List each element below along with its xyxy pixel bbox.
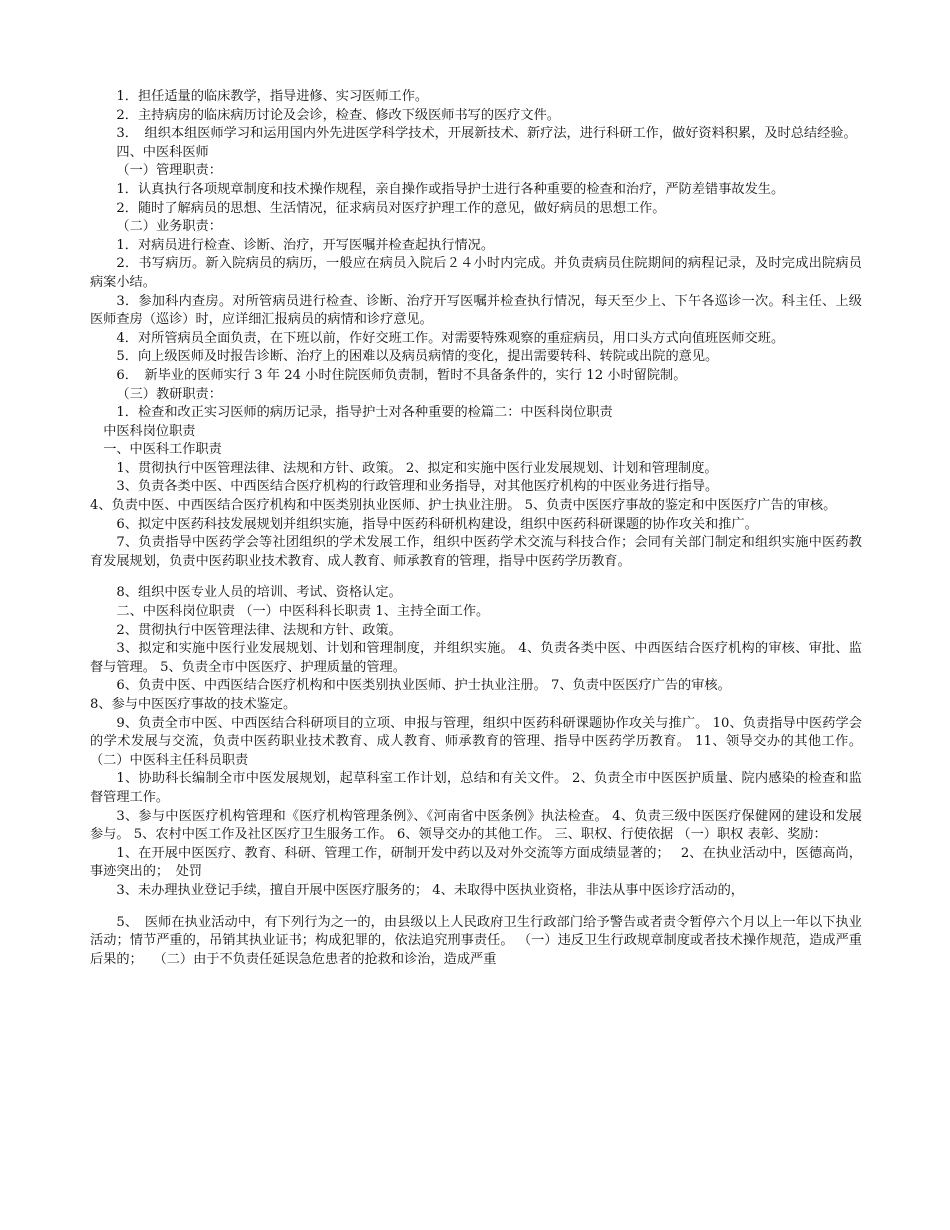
paragraph: 8、参与中医医疗事故的技术鉴定。 [90, 697, 297, 712]
paragraph: 2．书写病历。新入院病员的病历，一般应在病员入院后２４小时内完成。并负责病员住院期间的病程记录，及时完成出院病员病案小结。 [90, 256, 862, 290]
paragraph: 3．参加科内查房。对所管病员进行检查、诊断、治疗开写医嘱并检查执行情况，每天至少上、下午各巡诊一次。科主任、上级医师查房（巡诊）时，应详细汇报病员的病情和诊疗意见。 [90, 293, 862, 328]
section-heading: 四、中医科医师 [116, 144, 209, 160]
paragraph: 1．认真执行各项规章制度和技术操作规程，亲自操作或指导护士进行各种重要的检查和治疗，严防差错事故发生。 [116, 181, 785, 197]
subsection-heading: （一）管理职责： [116, 163, 222, 179]
subsection-heading: （三）教研职责： [116, 386, 222, 402]
paragraph: 1、在开展中医医疗、教育、科研、管理工作，研制开发中药以及对外交流等方面成绩显著的； 2、在执业活动中，医德高尚，事迹突出的； 处罚 [90, 845, 862, 880]
paragraph: 2．随时了解病员的思想、生活情况，征求病员对医疗护理工作的意见，做好病员的思想工作。 [116, 200, 666, 216]
paragraph: 2、贯彻执行中医管理法律、法规和方针、政策。 [116, 622, 402, 638]
paragraph: 1．对病员进行检查、诊断、治疗，开写医嘱并检查起执行情况。 [116, 237, 495, 253]
paragraph: 3． 组织本组医师学习和运用国内外先进医学科学技术，开展新技术、新疗法，进行科研工作，做好资料积累，及时总结经验。 [116, 126, 857, 142]
paragraph: 1、协助科长编制全市中医发展规划，起草科室工作计划，总结和有关文件。 2、负责全市中医医护质量、院内感染的检查和监督管理工作。 [90, 771, 862, 805]
paragraph: 1、贯彻执行中医管理法律、法规和方针、政策。 2、拟定和实施中医行业发展规划、计划和管理制度。 [116, 460, 718, 476]
paragraph: 4、负责中医、中西医结合医疗机构和中医类别执业医师、护士执业注册。 5、负责中医医疗事故的鉴定和中医医疗广告的审核。 [90, 498, 837, 514]
paragraph: 3、未办理执业登记手续，擅自开展中医医疗服务的； 4、未取得中医执业资格，非法从事中医诊疗活动的， [116, 882, 744, 898]
paragraph: 5．向上级医师及时报告诊断、治疗上的困难以及病员病情的变化，提出需要转科、转院或出院的意见。 [116, 349, 719, 365]
paragraph: 6、负责中医、中西医结合医疗机构和中医类别执业医师、护士执业注册。 7、负责中医医疗广告的审核。 [116, 678, 731, 694]
paragraph: 4．对所管病员全面负责，在下班以前，作好交班工作。对需要特殊观察的重症病员，用口头方式向值班医师交班。 [116, 330, 785, 346]
paragraph: 1．担任适量的临床教学，指导进修、实习医师工作。 [116, 89, 429, 104]
paragraph: 6、拟定中医药科技发展规划并组织实施，指导中医药科研机构建设，组织中医药科研课题的协作攻关和推广。 [116, 516, 758, 532]
section-heading: 一、中医科工作职责 [103, 442, 222, 458]
paragraph: 3、拟定和实施中医行业发展规划、计划和管理制度，并组织实施。 4、负责各类中医、中西医结合医疗机构的审核、审批、监督与管理。 5、负责全市中医医疗、护理质量的管理。 [90, 641, 862, 675]
paragraph: 7、负责指导中医药学会等社团组织的学术发展工作，组织中医药学术交流与科技合作；会同有关部门制定和组织实施中医药教育发展规划，负责中医药职业技术教育、成人教育、师承教育的管理，指导中医药学历教育。 [90, 535, 862, 569]
paragraph: 3、参与中医医疗机构管理和《医疗机构管理条例》、《河南省中医条例》执法检查。 4、负责三级中医医疗保健网的建设和发展参与。 5、农村中医工作及社区医疗卫生服务工作。 6、领导交办的其他工作。 三、职权、行使依据 （一）职权 表彰、奖励： [90, 808, 862, 843]
section-title: 中医科岗位职责 [103, 423, 196, 439]
paragraph: 1．检查和改正实习医师的病历记录，指导护士对各种重要的检篇二：中医科岗位职责 [116, 405, 613, 421]
paragraph: 二、中医科岗位职责 （一）中医科科长职责 1、主持全面工作。 [116, 604, 490, 620]
subsection-heading: （二）业务职责： [116, 219, 222, 235]
paragraph: 8、组织中医专业人员的培训、考试、资格认定。 [116, 585, 402, 601]
document-body [90, 88, 862, 969]
paragraph: 5、 医师在执业活动中，有下列行为之一的，由县级以上人民政府卫生行政部门给予警告或者责令暂停六个月以上一年以下执业活动；情节严重的，吊销其执业证书；构成犯罪的，依法追究刑事责任。 （一）违反卫生行政规章制度或者技术操作规范，造成严重后果的； （二）由于不负责任延误急危患者的抢救和诊治，造成严重 [90, 914, 862, 967]
paragraph: 3、负责各类中医、中西医结合医疗机构的行政管理和业务指导，对其他医疗机构的中医业务进行指导。 [116, 479, 719, 495]
paragraph: 9、负责全市中医、中西医结合科研项目的立项、申报与管理，组织中医药科研课题协作攻关与推广。 10、负责指导中医药学会的学术发展与交流，负责中医药职业技术教育、成人教育、师承教育的管理、指导中医药学历教育。 11、领导交办的其他工作。 （二）中医科主任科员职责 [90, 715, 862, 768]
paragraph: 2．主持病房的临床病历讨论及会诊，检查、修改下级医师书写的医疗文件。 [116, 107, 560, 123]
paragraph: 6． 新毕业的医师实行 3 年 24 小时住院医师负责制，暂时不具备条件的，实行 12 小时留院制。 [116, 367, 687, 383]
